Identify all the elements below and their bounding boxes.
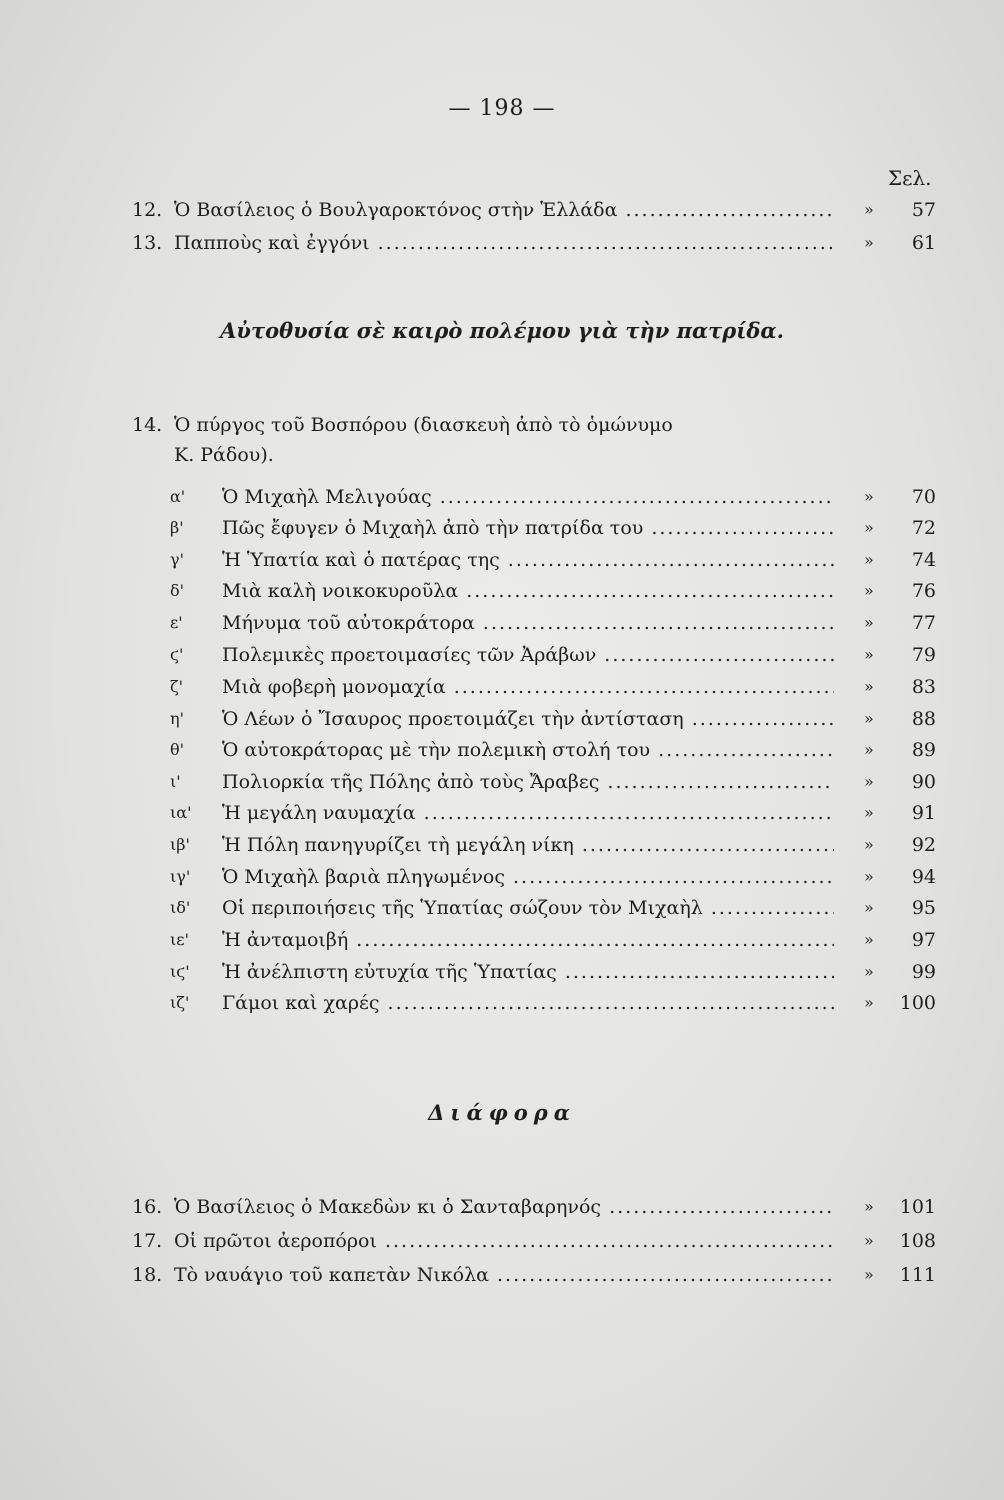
ditto-mark: » — [864, 993, 874, 1012]
subentry-letter: θ' — [170, 740, 185, 759]
subentry-page: 91 — [911, 802, 936, 824]
subentry-title: Ἡ Πόλη πανηγυρίζει τὴ μεγάλη νίκη ..... — [222, 830, 834, 860]
subentry-page: 74 — [911, 549, 936, 571]
subentry-title: Ὁ Λέων ὁ Ἴσαυρος προετοιμάζει τὴν ἀντίσταση ..... — [222, 704, 834, 734]
subentry-letter: β' — [170, 518, 184, 537]
subentry-title: Ἡ ἀνέλπιστη εὐτυχία τῆς Ὑπατίας ..... — [222, 957, 834, 987]
toc-subentry — [0, 893, 1004, 923]
subentry-title: Ἡ ἀνταμοιβή ..... — [222, 925, 834, 955]
ditto-mark: » — [864, 1231, 874, 1250]
toc-entry — [0, 1192, 1004, 1222]
subentry-page: 83 — [911, 676, 936, 698]
ditto-mark: » — [864, 550, 874, 569]
subentry-title: Πῶς ἔφυγεν ὁ Μιχαὴλ ἀπὸ τὴν πατρίδα του ..... — [222, 513, 834, 543]
toc-subentry — [0, 767, 1004, 797]
toc-entry — [0, 1226, 1004, 1256]
entry-page: 108 — [899, 1230, 936, 1252]
subentry-page: 100 — [899, 992, 936, 1014]
subentry-letter: ε' — [170, 613, 183, 632]
subentry-page: 99 — [911, 961, 936, 983]
toc-subentry — [0, 988, 1004, 1018]
ditto-mark: » — [864, 930, 874, 949]
ditto-mark: » — [864, 835, 874, 854]
ditto-mark: » — [864, 645, 874, 664]
column-label-pages: Σελ. — [888, 166, 932, 190]
entry-title-line: Ὁ πύργος τοῦ Βοσπόρου (διασκευὴ ἀπὸ τὸ ὁμώνυμο — [174, 414, 673, 436]
toc-subentry — [0, 862, 1004, 892]
entry-number: 12. — [132, 199, 163, 221]
entry-number: 13. — [132, 232, 163, 254]
toc-entry-multiline — [132, 410, 852, 470]
subentry-title: Πολεμικὲς προετοιμασίες τῶν Ἀράβων ..... — [222, 640, 834, 670]
ditto-mark: » — [864, 677, 874, 696]
toc-subentry — [0, 830, 1004, 860]
subentry-page: 72 — [911, 517, 936, 539]
entry-title: Παπποὺς καὶ ἐγγόνι ..... — [174, 228, 834, 258]
subentry-letter: ιβ' — [170, 835, 190, 854]
ditto-mark: » — [864, 898, 874, 917]
entry-title: Ὁ Βασίλειος ὁ Μακεδὼν κι ὁ Σανταβαρηνός ..... — [174, 1192, 834, 1222]
subentry-letter: ιζ' — [170, 993, 190, 1012]
ditto-mark: » — [864, 867, 874, 886]
toc-subentry — [0, 925, 1004, 955]
toc-subentry — [0, 798, 1004, 828]
subentry-letter: ι' — [170, 772, 181, 791]
subentry-title: Οἱ περιποιήσεις τῆς Ὑπατίας σώζουν τὸν Μιχαὴλ ..... — [222, 893, 834, 923]
entry-title: Τὸ ναυάγιο τοῦ καπετὰν Νικόλα ..... — [174, 1260, 834, 1290]
subentry-page: 88 — [911, 708, 936, 730]
subentry-page: 70 — [911, 486, 936, 508]
ditto-mark: » — [864, 1197, 874, 1216]
ditto-mark: » — [864, 803, 874, 822]
subentry-title: Ὁ Μιχαὴλ βαριὰ πληγωμένος ..... — [222, 862, 834, 892]
toc-subentry — [0, 735, 1004, 765]
toc-subentry — [0, 704, 1004, 734]
subentry-page: 89 — [911, 739, 936, 761]
entry-number: 17. — [132, 1230, 163, 1252]
entry-page: 61 — [911, 232, 936, 254]
toc-subentry — [0, 957, 1004, 987]
subentry-title: Ἡ μεγάλη ναυμαχία ..... — [222, 798, 834, 828]
ditto-mark: » — [864, 233, 874, 252]
ditto-mark: » — [864, 613, 874, 632]
subentry-title: Γάμοι καὶ χαρές ..... — [222, 988, 834, 1018]
subentry-letter: ιδ' — [170, 898, 191, 917]
ditto-mark: » — [864, 581, 874, 600]
subentry-page: 95 — [911, 897, 936, 919]
entry-title: Ὁ Βασίλειος ὁ Βουλγαροκτόνος στὴν Ἑλλάδα ..... — [174, 195, 834, 225]
entry-title-line: Κ. Ράδου). — [174, 444, 274, 466]
toc-subentry — [0, 640, 1004, 670]
subentry-page: 94 — [911, 866, 936, 888]
page-number: — 198 — — [448, 96, 556, 121]
section-title: Αὐτοθυσία σὲ καιρὸ πολέμου γιὰ τὴν πατρίδα. — [220, 318, 784, 343]
subentry-letter: η' — [170, 709, 184, 728]
subentry-title: Μήνυμα τοῦ αὐτοκράτορα ..... — [222, 608, 834, 638]
ditto-mark: » — [864, 962, 874, 981]
ditto-mark: » — [864, 487, 874, 506]
subentry-page: 76 — [911, 580, 936, 602]
toc-subentry — [0, 576, 1004, 606]
toc-subentry — [0, 672, 1004, 702]
ditto-mark: » — [864, 772, 874, 791]
subentry-letter: ια' — [170, 803, 192, 822]
subentry-letter: δ' — [170, 581, 185, 600]
ditto-mark: » — [864, 1265, 874, 1284]
ditto-mark: » — [864, 740, 874, 759]
ditto-mark: » — [864, 200, 874, 219]
subentry-letter: α' — [170, 487, 186, 506]
ditto-mark: » — [864, 709, 874, 728]
toc-entry — [0, 228, 1004, 258]
ditto-mark: » — [864, 518, 874, 537]
entry-number: 16. — [132, 1196, 163, 1218]
entry-page: 57 — [911, 199, 936, 221]
subentry-title: Πολιορκία τῆς Πόλης ἀπὸ τοὺς Ἄραβες ..... — [222, 767, 834, 797]
toc-subentry — [0, 482, 1004, 512]
toc-entry — [0, 1260, 1004, 1290]
subentry-page: 90 — [911, 771, 936, 793]
subentry-title: Ἡ Ὑπατία καὶ ὁ πατέρας της ..... — [222, 545, 834, 575]
subentry-title: Μιὰ καλὴ νοικοκυροῦλα ..... — [222, 576, 834, 606]
subentry-letter: ζ' — [170, 677, 184, 696]
subentry-letter: γ' — [170, 550, 184, 569]
subentry-title: Ὁ αὐτοκράτορας μὲ τὴν πολεμικὴ στολή του ..... — [222, 735, 834, 765]
subentry-title: Μιὰ φοβερὴ μονομαχία ..... — [222, 672, 834, 702]
entry-number: 14. — [132, 414, 163, 436]
section-title: Διάφορα — [428, 1100, 576, 1125]
subentry-page: 92 — [911, 834, 936, 856]
subentry-letter: ιϛ' — [170, 962, 190, 981]
toc-subentry — [0, 608, 1004, 638]
subentry-letter: ϛ' — [170, 645, 184, 664]
subentry-page: 79 — [911, 644, 936, 666]
subentry-page: 77 — [911, 612, 936, 634]
entry-title: Οἱ πρῶτοι ἀεροπόροι ..... — [174, 1226, 834, 1256]
subentry-title: Ὁ Μιχαὴλ Μελιγούας ..... — [222, 482, 834, 512]
toc-subentry — [0, 545, 1004, 575]
toc-entry — [0, 195, 1004, 225]
toc-subentry — [0, 513, 1004, 543]
subentry-letter: ιγ' — [170, 867, 191, 886]
subentry-letter: ιε' — [170, 930, 189, 949]
entry-number: 18. — [132, 1264, 163, 1286]
subentry-page: 97 — [911, 929, 936, 951]
entry-page: 101 — [899, 1196, 936, 1218]
entry-page: 111 — [899, 1264, 936, 1286]
